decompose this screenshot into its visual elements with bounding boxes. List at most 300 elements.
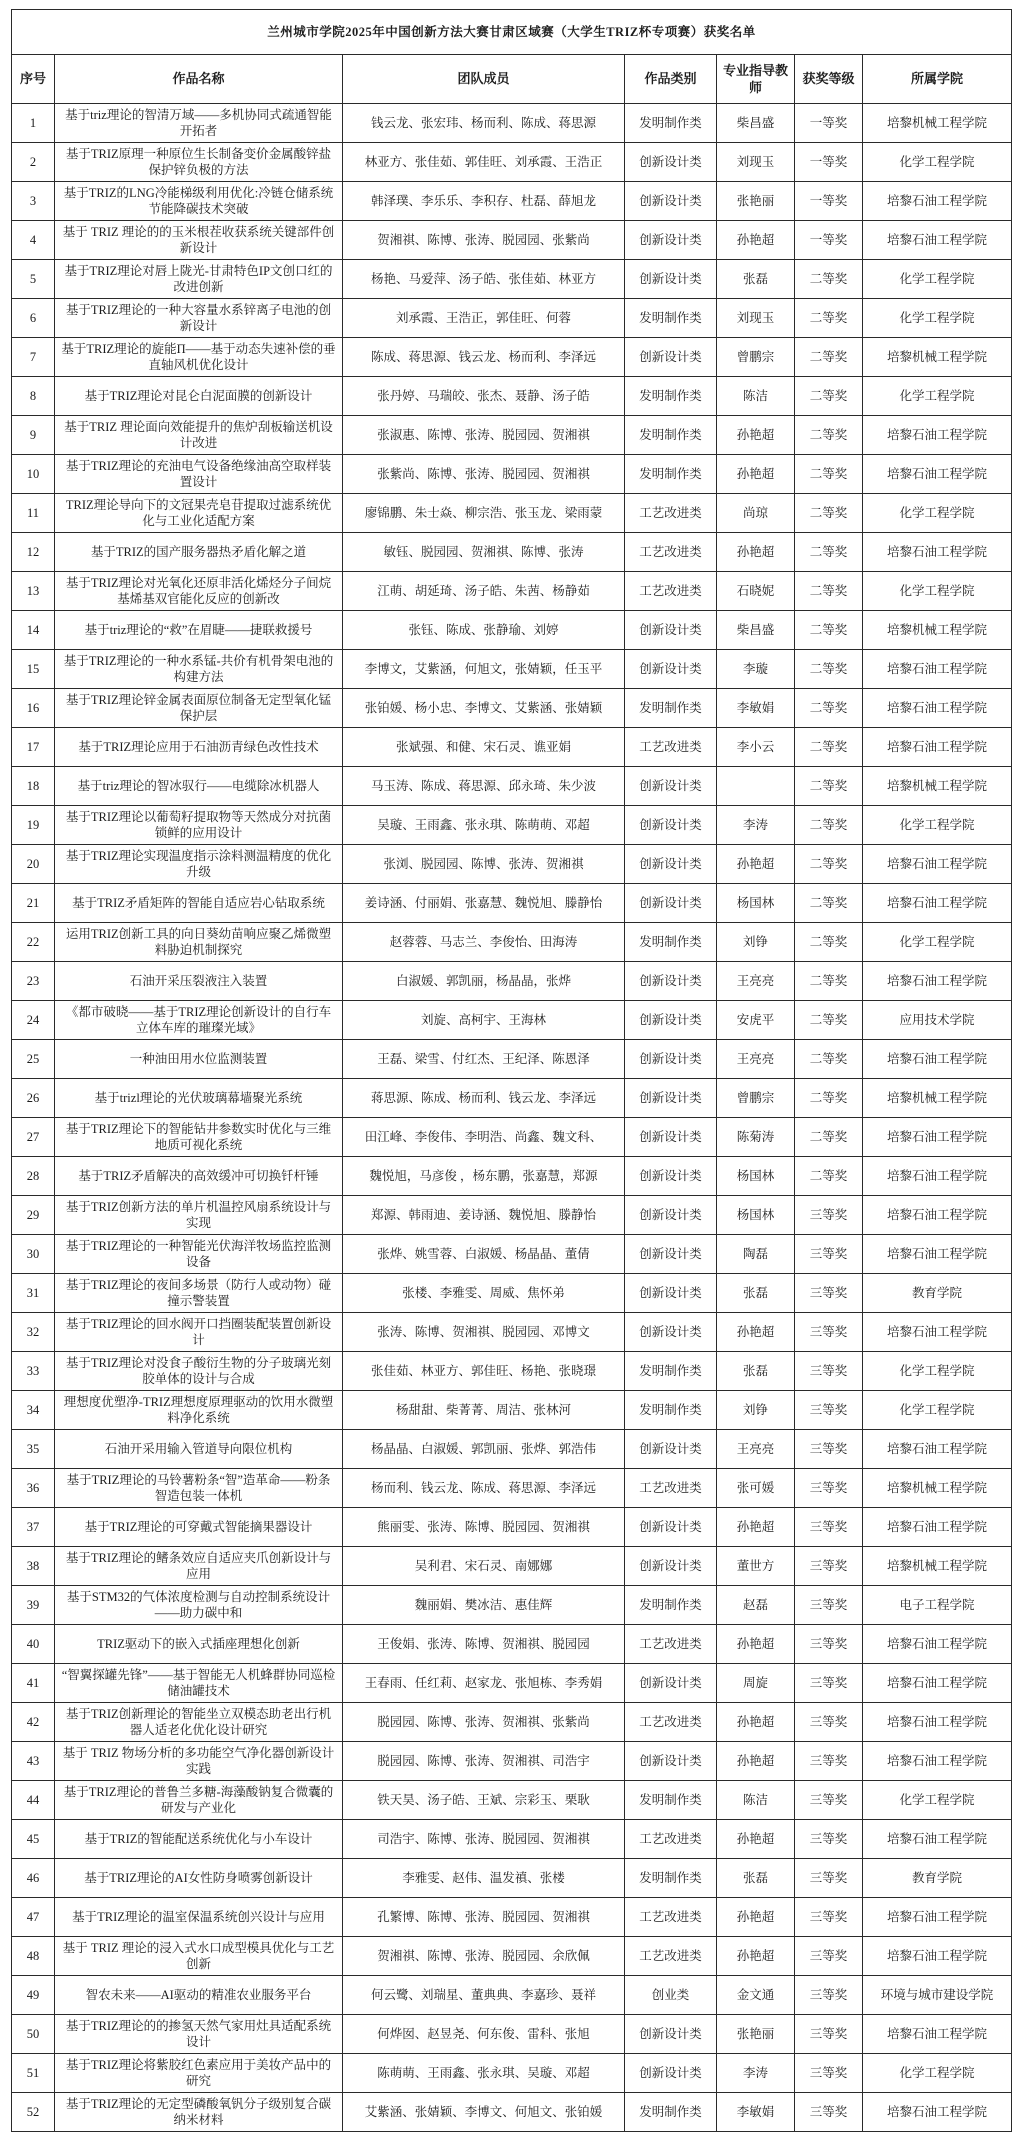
cell-college: 培黎石油工程学院 <box>862 845 1011 884</box>
cell-team-members: 张佳茹、林亚方、郭佳旺、杨艳、张晓璟 <box>343 1352 625 1391</box>
cell-team-members: 张楼、李雅雯、周威、焦怀弟 <box>343 1274 625 1313</box>
cell-award-level: 二等奖 <box>794 1040 862 1079</box>
cell-college: 化学工程学院 <box>862 806 1011 845</box>
cell-index: 50 <box>12 2015 55 2054</box>
cell-college: 培黎机械工程学院 <box>862 1079 1011 1118</box>
cell-work-category: 发明制作类 <box>625 1352 717 1391</box>
cell-advisor: 曾鹏宗 <box>716 1079 794 1118</box>
cell-college: 培黎石油工程学院 <box>862 1898 1011 1937</box>
cell-college: 培黎石油工程学院 <box>862 1118 1011 1157</box>
cell-award-level: 二等奖 <box>794 767 862 806</box>
table-body <box>12 104 1012 2132</box>
cell-advisor: 孙艳超 <box>716 221 794 260</box>
cell-work-category: 发明制作类 <box>625 1859 717 1898</box>
cell-work-title: 基于TRIZ理论的可穿戴式智能摘果器设计 <box>55 1508 343 1547</box>
table-row <box>12 689 1012 728</box>
cell-work-category: 创新设计类 <box>625 1313 717 1352</box>
cell-index: 23 <box>12 962 55 1001</box>
cell-college: 培黎石油工程学院 <box>862 1625 1011 1664</box>
cell-award-level: 三等奖 <box>794 1976 862 2015</box>
cell-team-members: 王春雨、任红莉、赵家龙、张旭栋、李秀娟 <box>343 1664 625 1703</box>
cell-team-members: 杨晶晶、白淑媛、郭凯丽、张烨、郭浩伟 <box>343 1430 625 1469</box>
cell-work-category: 创新设计类 <box>625 650 717 689</box>
table-row <box>12 1781 1012 1820</box>
cell-college: 培黎石油工程学院 <box>862 1430 1011 1469</box>
cell-college: 培黎石油工程学院 <box>862 416 1011 455</box>
cell-work-title: 基于 TRIZ 理论的的玉米根茬收获系统关键部件创新设计 <box>55 221 343 260</box>
cell-work-title: 基于triz理论的“救”在眉睫——捷联救援号 <box>55 611 343 650</box>
cell-award-level: 二等奖 <box>794 1118 862 1157</box>
cell-work-category: 创新设计类 <box>625 1664 717 1703</box>
cell-index: 7 <box>12 338 55 377</box>
cell-index: 6 <box>12 299 55 338</box>
cell-index: 41 <box>12 1664 55 1703</box>
table-row <box>12 1079 1012 1118</box>
cell-award-level: 三等奖 <box>794 1235 862 1274</box>
cell-award-level: 三等奖 <box>794 2015 862 2054</box>
cell-work-category: 创新设计类 <box>625 1430 717 1469</box>
cell-award-level: 二等奖 <box>794 377 862 416</box>
cell-work-category: 创新设计类 <box>625 1157 717 1196</box>
table-row <box>12 845 1012 884</box>
cell-work-category: 发明制作类 <box>625 455 717 494</box>
column-header-members: 团队成员 <box>343 55 625 104</box>
cell-work-category: 创新设计类 <box>625 2054 717 2093</box>
cell-work-title: 基于TRIZ矛盾矩阵的智能自适应岩心钻取系统 <box>55 884 343 923</box>
cell-advisor: 王亮亮 <box>716 1430 794 1469</box>
cell-work-title: 基于STM32的气体浓度检测与自动控制系统设计——助力碳中和 <box>55 1586 343 1625</box>
cell-award-level: 二等奖 <box>794 923 862 962</box>
cell-work-title: 《都市破晓——基于TRIZ理论创新设计的自行车立体车库的璀璨光域》 <box>55 1001 343 1040</box>
cell-work-category: 创新设计类 <box>625 2015 717 2054</box>
cell-work-title: 基于TRIZ理论的马铃薯粉条“智”造革命——粉条智造包装一体机 <box>55 1469 343 1508</box>
cell-work-title: 基于 TRIZ 物场分析的多功能空气净化器创新设计实践 <box>55 1742 343 1781</box>
cell-college: 培黎机械工程学院 <box>862 1547 1011 1586</box>
cell-advisor: 杨国林 <box>716 884 794 923</box>
cell-award-level: 二等奖 <box>794 884 862 923</box>
cell-work-category: 工艺改进类 <box>625 728 717 767</box>
cell-team-members: 脱园园、陈博、张涛、贺湘祺、张紫尚 <box>343 1703 625 1742</box>
cell-college: 化学工程学院 <box>862 1391 1011 1430</box>
cell-work-title: 基于TRIZ理论的鳍条效应自适应夹爪创新设计与应用 <box>55 1547 343 1586</box>
cell-advisor: 孙艳超 <box>716 845 794 884</box>
cell-advisor: 刘铮 <box>716 1391 794 1430</box>
column-header-index: 序号 <box>12 55 55 104</box>
cell-advisor: 杨国林 <box>716 1196 794 1235</box>
cell-index: 25 <box>12 1040 55 1079</box>
cell-award-level: 二等奖 <box>794 455 862 494</box>
cell-index: 16 <box>12 689 55 728</box>
cell-college: 化学工程学院 <box>862 143 1011 182</box>
cell-award-level: 二等奖 <box>794 806 862 845</box>
cell-work-category: 发明制作类 <box>625 104 717 143</box>
cell-advisor: 李敏娟 <box>716 2093 794 2132</box>
cell-award-level: 三等奖 <box>794 2093 862 2132</box>
cell-award-level: 三等奖 <box>794 1820 862 1859</box>
cell-work-title: 智农未来——AI驱动的精准农业服务平台 <box>55 1976 343 2015</box>
cell-team-members: 吴利君、宋石灵、南娜娜 <box>343 1547 625 1586</box>
table-row <box>12 1001 1012 1040</box>
cell-college: 培黎石油工程学院 <box>862 884 1011 923</box>
cell-work-title: 基于TRIZ原理一种原位生长制备变价金属酸锌盐保护锌负极的方法 <box>55 143 343 182</box>
cell-work-title: 基于TRIZ的LNG冷能梯级利用优化:冷链仓储系统节能降碳技术突破 <box>55 182 343 221</box>
table-row <box>12 494 1012 533</box>
cell-work-title: 运用TRIZ创新工具的向日葵幼苗响应聚乙烯微塑料胁迫机制探究 <box>55 923 343 962</box>
cell-work-category: 创新设计类 <box>625 884 717 923</box>
cell-advisor: 张艳丽 <box>716 2015 794 2054</box>
cell-advisor: 孙艳超 <box>716 1508 794 1547</box>
cell-college: 培黎石油工程学院 <box>862 1157 1011 1196</box>
cell-work-category: 创新设计类 <box>625 143 717 182</box>
column-header-category: 作品类别 <box>625 55 717 104</box>
cell-work-title: 基于TRIZ理论对唇上陇光-甘肃特色IP文创口红的改进创新 <box>55 260 343 299</box>
cell-work-title: 基于TRIZ理论的回水阀开口挡圈装配装置创新设计 <box>55 1313 343 1352</box>
cell-team-members: 铁天昊、汤子皓、王斌、宗彩玉、栗耿 <box>343 1781 625 1820</box>
cell-work-category: 发明制作类 <box>625 377 717 416</box>
cell-work-category: 工艺改进类 <box>625 1703 717 1742</box>
cell-index: 15 <box>12 650 55 689</box>
cell-index: 37 <box>12 1508 55 1547</box>
cell-college: 培黎石油工程学院 <box>862 1508 1011 1547</box>
cell-award-level: 一等奖 <box>794 143 862 182</box>
table-row <box>12 1703 1012 1742</box>
cell-advisor: 李小云 <box>716 728 794 767</box>
table-row <box>12 572 1012 611</box>
cell-team-members: 张紫尚、陈博、张涛、脱园园、贺湘祺 <box>343 455 625 494</box>
cell-college: 培黎石油工程学院 <box>862 2015 1011 2054</box>
table-row <box>12 221 1012 260</box>
cell-award-level: 三等奖 <box>794 2054 862 2093</box>
cell-index: 11 <box>12 494 55 533</box>
cell-work-title: 基于 TRIZ 理论的浸入式水口成型模具优化与工艺创新 <box>55 1937 343 1976</box>
cell-team-members: 魏悦旭，马彦俊 ，杨东鹏，张嘉慧，郑源 <box>343 1157 625 1196</box>
cell-college: 培黎石油工程学院 <box>862 1313 1011 1352</box>
cell-team-members: 何云鹭、刘瑞星、董典典、李嘉珍、聂祥 <box>343 1976 625 2015</box>
table-row <box>12 1391 1012 1430</box>
cell-college: 培黎石油工程学院 <box>862 689 1011 728</box>
cell-advisor <box>716 767 794 806</box>
cell-work-title: 基于TRIZ理论的一种水系锰-共价有机骨架电池的构建方法 <box>55 650 343 689</box>
cell-work-title: 基于TRIZ理论锌金属表面原位制备无定型氧化锰保护层 <box>55 689 343 728</box>
cell-award-level: 二等奖 <box>794 260 862 299</box>
cell-work-title: 基于TRIZ理论的充油电气设备绝缘油高空取样装置设计 <box>55 455 343 494</box>
cell-award-level: 二等奖 <box>794 1001 862 1040</box>
cell-team-members: 王磊、梁雪、付红杰、王纪泽、陈恩泽 <box>343 1040 625 1079</box>
column-header-title: 作品名称 <box>55 55 343 104</box>
column-header-college: 所属学院 <box>862 55 1011 104</box>
cell-work-category: 创新设计类 <box>625 611 717 650</box>
cell-college: 化学工程学院 <box>862 2054 1011 2093</box>
cell-work-category: 发明制作类 <box>625 689 717 728</box>
cell-work-category: 工艺改进类 <box>625 1820 717 1859</box>
cell-work-category: 工艺改进类 <box>625 1625 717 1664</box>
cell-college: 环境与城市建设学院 <box>862 1976 1011 2015</box>
cell-work-category: 发明制作类 <box>625 1586 717 1625</box>
table-row <box>12 260 1012 299</box>
cell-award-level: 二等奖 <box>794 689 862 728</box>
cell-advisor: 陈洁 <box>716 377 794 416</box>
cell-award-level: 二等奖 <box>794 533 862 572</box>
cell-work-category: 创新设计类 <box>625 767 717 806</box>
cell-team-members: 钱云龙、张宏玮、杨而利、陈成、蒋思源 <box>343 104 625 143</box>
cell-advisor: 杨国林 <box>716 1157 794 1196</box>
cell-index: 33 <box>12 1352 55 1391</box>
cell-college: 培黎石油工程学院 <box>862 650 1011 689</box>
cell-work-category: 发明制作类 <box>625 1781 717 1820</box>
cell-work-category: 创新设计类 <box>625 1001 717 1040</box>
cell-advisor: 张可媛 <box>716 1469 794 1508</box>
cell-advisor: 张磊 <box>716 1352 794 1391</box>
table-row <box>12 533 1012 572</box>
cell-award-level: 三等奖 <box>794 1703 862 1742</box>
cell-award-level: 二等奖 <box>794 611 862 650</box>
cell-team-members: 王俊娟、张涛、陈博、贺湘祺、脱园园 <box>343 1625 625 1664</box>
cell-work-category: 创新设计类 <box>625 962 717 1001</box>
cell-award-level: 二等奖 <box>794 650 862 689</box>
cell-advisor: 孙艳超 <box>716 1820 794 1859</box>
title-row <box>12 10 1012 55</box>
table-row <box>12 1625 1012 1664</box>
cell-college: 培黎石油工程学院 <box>862 1820 1011 1859</box>
cell-advisor: 陈菊涛 <box>716 1118 794 1157</box>
column-header-award: 获奖等级 <box>794 55 862 104</box>
cell-work-category: 发明制作类 <box>625 2093 717 2132</box>
cell-work-category: 工艺改进类 <box>625 533 717 572</box>
cell-college: 教育学院 <box>862 1274 1011 1313</box>
table-row <box>12 1742 1012 1781</box>
cell-advisor: 李敏娟 <box>716 689 794 728</box>
cell-work-title: 基于TRIZ理论的普鲁兰多糖-海藻酸钠复合微囊的研发与产业化 <box>55 1781 343 1820</box>
cell-award-level: 二等奖 <box>794 728 862 767</box>
cell-work-title: 基于TRIZ理论的无定型磷酸氧钒分子级别复合碳纳米材料 <box>55 2093 343 2132</box>
cell-work-title: 基于TRIZ理论的夜间多场景（防行人或动物）碰撞示警装置 <box>55 1274 343 1313</box>
cell-advisor: 石晓妮 <box>716 572 794 611</box>
table-row <box>12 1313 1012 1352</box>
cell-award-level: 二等奖 <box>794 416 862 455</box>
cell-college: 培黎石油工程学院 <box>862 182 1011 221</box>
cell-work-title: 基于TRIZ 理论面向效能提升的焦炉刮板输送机设计改进 <box>55 416 343 455</box>
cell-team-members: 孔繁博、陈博、张涛、脱园园、贺湘祺 <box>343 1898 625 1937</box>
table-row <box>12 806 1012 845</box>
cell-index: 43 <box>12 1742 55 1781</box>
cell-college: 化学工程学院 <box>862 572 1011 611</box>
cell-work-title: 一种油田用水位监测装置 <box>55 1040 343 1079</box>
cell-team-members: 敏钰、脱园园、贺湘祺、陈博、张涛 <box>343 533 625 572</box>
cell-team-members: 田江峰、李俊伟、李明浩、尚鑫、魏文科、 <box>343 1118 625 1157</box>
cell-work-title: 基于TRIZ创新理论的智能坐立双模态助老出行机器人适老化优化设计研究 <box>55 1703 343 1742</box>
cell-index: 8 <box>12 377 55 416</box>
cell-work-title: 石油开采压裂液注入装置 <box>55 962 343 1001</box>
cell-college: 培黎石油工程学院 <box>862 455 1011 494</box>
cell-work-title: 基于TRIZ理论的一种大容量水系锌离子电池的创新设计 <box>55 299 343 338</box>
cell-index: 1 <box>12 104 55 143</box>
cell-team-members: 杨甜甜、柴菁菁、周洁、张林河 <box>343 1391 625 1430</box>
cell-award-level: 一等奖 <box>794 221 862 260</box>
cell-index: 42 <box>12 1703 55 1742</box>
cell-index: 20 <box>12 845 55 884</box>
table-row <box>12 611 1012 650</box>
cell-index: 45 <box>12 1820 55 1859</box>
table-row <box>12 143 1012 182</box>
cell-work-title: 基于TRIZ的智能配送系统优化与小车设计 <box>55 1820 343 1859</box>
table-row <box>12 1235 1012 1274</box>
cell-index: 28 <box>12 1157 55 1196</box>
cell-team-members: 吴璇、王雨鑫、张永琪、陈萌萌、邓超 <box>343 806 625 845</box>
table-row <box>12 962 1012 1001</box>
cell-work-title: 基于triz理论的智清万域——多机协同式疏通智能开拓者 <box>55 104 343 143</box>
cell-index: 48 <box>12 1937 55 1976</box>
cell-advisor: 王亮亮 <box>716 962 794 1001</box>
table-row <box>12 1859 1012 1898</box>
cell-team-members: 林亚方、张佳茹、郭佳旺、刘承霞、王浩正 <box>343 143 625 182</box>
cell-advisor: 董世方 <box>716 1547 794 1586</box>
cell-advisor: 李涛 <box>716 2054 794 2093</box>
table-row <box>12 1469 1012 1508</box>
cell-work-title: 基于trizl理论的光伏玻璃幕墙聚光系统 <box>55 1079 343 1118</box>
cell-advisor: 李璇 <box>716 650 794 689</box>
cell-advisor: 赵磊 <box>716 1586 794 1625</box>
cell-work-title: 基于TRIZ的国产服务器热矛盾化解之道 <box>55 533 343 572</box>
cell-advisor: 孙艳超 <box>716 533 794 572</box>
cell-advisor: 张磊 <box>716 1859 794 1898</box>
cell-college: 培黎机械工程学院 <box>862 338 1011 377</box>
cell-work-title: 基于triz理论的智冰驭行——电缆除冰机器人 <box>55 767 343 806</box>
cell-work-category: 工艺改进类 <box>625 572 717 611</box>
cell-work-title: 基于TRIZ理论对光氧化还原非活化烯烃分子间烷基烯基双官能化反应的创新改 <box>55 572 343 611</box>
cell-advisor: 张磊 <box>716 1274 794 1313</box>
cell-college: 教育学院 <box>862 1859 1011 1898</box>
cell-advisor: 孙艳超 <box>716 1703 794 1742</box>
cell-award-level: 三等奖 <box>794 1859 862 1898</box>
cell-college: 培黎石油工程学院 <box>862 1937 1011 1976</box>
cell-advisor: 孙艳超 <box>716 455 794 494</box>
cell-award-level: 二等奖 <box>794 572 862 611</box>
table-row <box>12 299 1012 338</box>
cell-work-title: TRIZ驱动下的嵌入式插座理想化创新 <box>55 1625 343 1664</box>
cell-advisor: 刘现玉 <box>716 143 794 182</box>
cell-advisor: 孙艳超 <box>716 1898 794 1937</box>
cell-work-title: 理想度优塑净-TRIZ理想度原理驱动的饮用水微塑料净化系统 <box>55 1391 343 1430</box>
cell-index: 47 <box>12 1898 55 1937</box>
cell-team-members: 张淑惠、陈博、张涛、脱园园、贺湘祺 <box>343 416 625 455</box>
cell-team-members: 张丹婷、马瑞皎、张杰、聂静、汤子皓 <box>343 377 625 416</box>
cell-work-category: 创新设计类 <box>625 845 717 884</box>
cell-work-category: 创业类 <box>625 1976 717 2015</box>
cell-work-title: 基于TRIZ理论对没食子酸衍生物的分子玻璃光刻胶单体的设计与合成 <box>55 1352 343 1391</box>
cell-work-category: 工艺改进类 <box>625 1898 717 1937</box>
cell-award-level: 三等奖 <box>794 1898 862 1937</box>
table-row <box>12 182 1012 221</box>
cell-work-title: 石油开采用输入管道导向限位机构 <box>55 1430 343 1469</box>
cell-work-title: 基于TRIZ理论应用于石油沥青绿色改性技术 <box>55 728 343 767</box>
table-row <box>12 2015 1012 2054</box>
cell-work-title: 基于TRIZ理论的旋能Π——基于动态失速补偿的垂直轴风机优化设计 <box>55 338 343 377</box>
cell-work-title: 基于TRIZ矛盾解决的高效缓冲可切换钎杆锤 <box>55 1157 343 1196</box>
cell-advisor: 孙艳超 <box>716 1313 794 1352</box>
cell-index: 3 <box>12 182 55 221</box>
cell-team-members: 廖锦鹏、朱士焱、柳宗浩、张玉龙、梁雨蒙 <box>343 494 625 533</box>
column-header-teacher: 专业指导教师 <box>716 55 794 104</box>
cell-index: 44 <box>12 1781 55 1820</box>
cell-award-level: 二等奖 <box>794 338 862 377</box>
table-row <box>12 416 1012 455</box>
cell-team-members: 韩泽璞、李乐乐、李积存、杜磊、薛旭龙 <box>343 182 625 221</box>
cell-work-category: 工艺改进类 <box>625 1937 717 1976</box>
cell-college: 培黎机械工程学院 <box>862 611 1011 650</box>
cell-advisor: 陶磊 <box>716 1235 794 1274</box>
table-row <box>12 377 1012 416</box>
cell-team-members: 张浏、脱园园、陈博、张涛、贺湘祺 <box>343 845 625 884</box>
cell-award-level: 二等奖 <box>794 845 862 884</box>
cell-work-category: 发明制作类 <box>625 1391 717 1430</box>
cell-college: 化学工程学院 <box>862 299 1011 338</box>
cell-college: 化学工程学院 <box>862 494 1011 533</box>
cell-work-title: 基于TRIZ理论的温室保温系统创兴设计与应用 <box>55 1898 343 1937</box>
cell-advisor: 安虎平 <box>716 1001 794 1040</box>
cell-index: 10 <box>12 455 55 494</box>
cell-work-category: 创新设计类 <box>625 1118 717 1157</box>
table-row <box>12 1118 1012 1157</box>
cell-award-level: 二等奖 <box>794 494 862 533</box>
cell-work-category: 创新设计类 <box>625 1508 717 1547</box>
table-row <box>12 2093 1012 2132</box>
table-row <box>12 1508 1012 1547</box>
table-row <box>12 1937 1012 1976</box>
cell-team-members: 赵蓉蓉、马志兰、李俊怡、田海涛 <box>343 923 625 962</box>
cell-work-category: 创新设计类 <box>625 806 717 845</box>
cell-work-title: 基于TRIZ理论的一种智能光伏海洋牧场监控监测设备 <box>55 1235 343 1274</box>
cell-index: 5 <box>12 260 55 299</box>
cell-work-category: 创新设计类 <box>625 1079 717 1118</box>
cell-team-members: 蒋思源、陈成、杨而利、钱云龙、李泽远 <box>343 1079 625 1118</box>
cell-award-level: 三等奖 <box>794 1742 862 1781</box>
cell-advisor: 刘现玉 <box>716 299 794 338</box>
cell-team-members: 李雅雯、赵伟、温发禛、张楼 <box>343 1859 625 1898</box>
cell-index: 40 <box>12 1625 55 1664</box>
cell-index: 52 <box>12 2093 55 2132</box>
cell-advisor: 孙艳超 <box>716 1625 794 1664</box>
table-row <box>12 1898 1012 1937</box>
cell-work-category: 发明制作类 <box>625 923 717 962</box>
cell-college: 培黎石油工程学院 <box>862 1196 1011 1235</box>
cell-index: 31 <box>12 1274 55 1313</box>
cell-college: 培黎石油工程学院 <box>862 2093 1011 2132</box>
cell-advisor: 孙艳超 <box>716 1742 794 1781</box>
table-row <box>12 1976 1012 2015</box>
page-title: 兰州城市学院2025年中国创新方法大赛甘肃区域赛（大学生TRIZ杯专项赛）获奖名单 <box>12 10 1012 55</box>
cell-award-level: 三等奖 <box>794 1391 862 1430</box>
cell-award-level: 三等奖 <box>794 1547 862 1586</box>
cell-college: 化学工程学院 <box>862 260 1011 299</box>
cell-advisor: 王亮亮 <box>716 1040 794 1079</box>
table-row <box>12 923 1012 962</box>
cell-index: 21 <box>12 884 55 923</box>
cell-index: 34 <box>12 1391 55 1430</box>
cell-award-level: 二等奖 <box>794 962 862 1001</box>
cell-work-title: 基于TRIZ理论下的智能钻井参数实时优化与三维地质可视化系统 <box>55 1118 343 1157</box>
cell-college: 应用技术学院 <box>862 1001 1011 1040</box>
cell-advisor: 柴昌盛 <box>716 104 794 143</box>
cell-team-members: 艾紫涵、张婧颖、李博文、何旭文、张铂媛 <box>343 2093 625 2132</box>
cell-index: 24 <box>12 1001 55 1040</box>
cell-work-category: 工艺改进类 <box>625 1469 717 1508</box>
cell-work-category: 发明制作类 <box>625 299 717 338</box>
cell-index: 14 <box>12 611 55 650</box>
cell-team-members: 张烨、姚雪蓉、白淑媛、杨晶晶、董倩 <box>343 1235 625 1274</box>
cell-index: 13 <box>12 572 55 611</box>
cell-college: 化学工程学院 <box>862 1781 1011 1820</box>
cell-index: 26 <box>12 1079 55 1118</box>
